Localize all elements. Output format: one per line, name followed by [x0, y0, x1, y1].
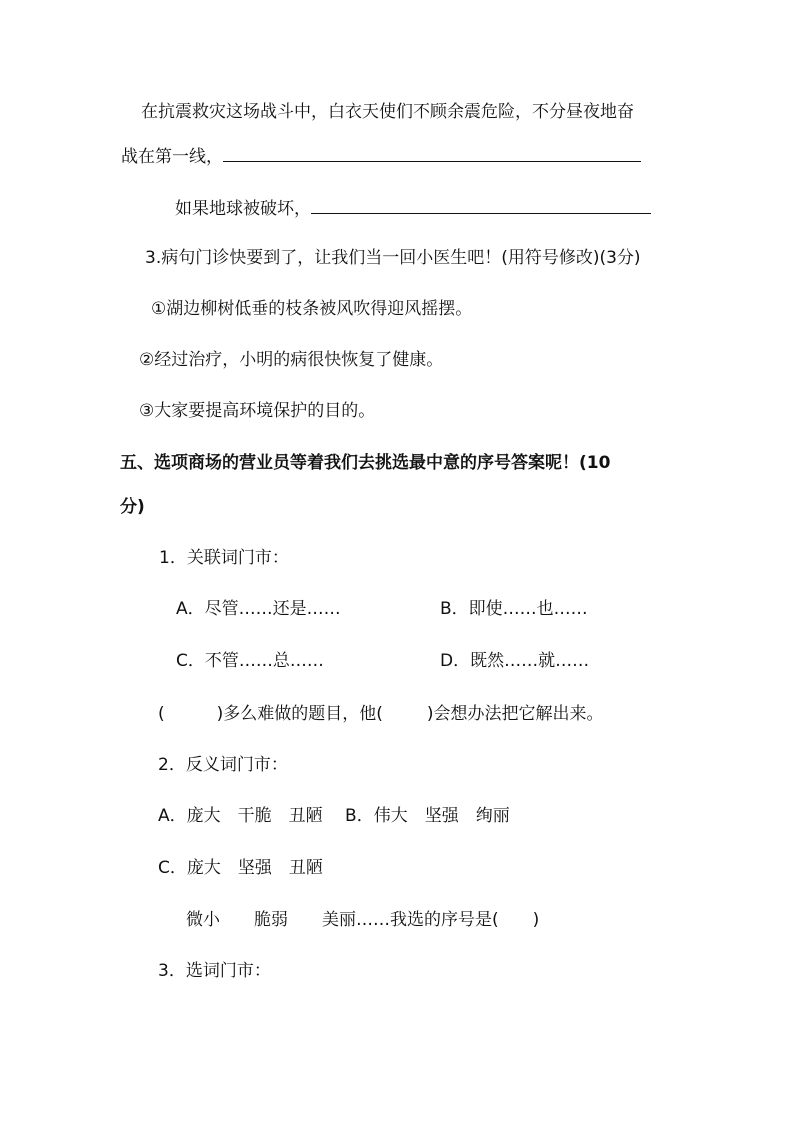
q3-item-3: ③大家要提高环境保护的目的。: [139, 401, 376, 421]
q1-option-d: D．既然……就……: [440, 651, 590, 671]
para1-line2-text: 战在第一线，: [121, 147, 223, 167]
q2-option-line1: A．庞大 干脆 丑陋 B．伟大 坚强 绚丽: [158, 806, 510, 826]
para2: [175, 197, 651, 220]
q1-sentence: [158, 703, 604, 725]
q1-option-a: A．尽管……还是……: [176, 599, 341, 619]
answer-blank-2[interactable]: [311, 197, 651, 214]
para2-text: 如果地球被破坏，: [175, 199, 311, 219]
answer-blank-1[interactable]: [223, 145, 641, 162]
para1-line1: 在抗震救灾这场战斗中，白衣天使们不顾余震危险，不分昼夜地奋: [141, 102, 634, 122]
q1-sentence-open: (: [158, 704, 165, 724]
para1-line2: [121, 145, 641, 168]
q2-title: 2．反义词门市：: [158, 755, 288, 775]
q1-sentence-mid: )多么难做的题目，他(: [216, 704, 383, 724]
q1-option-c: C．不管……总……: [176, 651, 324, 671]
q2-option-line3: 微小 脆弱 美丽……我选的序号是( ): [186, 910, 540, 930]
section5-heading-line2: 分): [120, 497, 145, 517]
q1-sentence-end: )会想办法把它解出来。: [426, 704, 604, 724]
q3-item-1: ①湖边柳树低垂的枝条被风吹得迎风摇摆。: [151, 299, 473, 319]
q3-item-2: ②经过治疗，小明的病很快恢复了健康。: [139, 350, 444, 370]
q3-title: 3.病句门诊快要到了，让我们当一回小医生吧！(用符号修改)(3分): [145, 248, 641, 268]
q2-option-line2: C．庞大 坚强 丑陋: [158, 858, 323, 878]
section5-heading-line1: 五、选项商场的营业员等着我们去挑选最中意的序号答案呢！(10: [120, 453, 611, 473]
q1-title: 1．关联词门市：: [159, 548, 289, 568]
q3-select-title: 3．选词门市：: [158, 961, 271, 981]
q1-option-b: B．即使……也……: [440, 599, 588, 619]
